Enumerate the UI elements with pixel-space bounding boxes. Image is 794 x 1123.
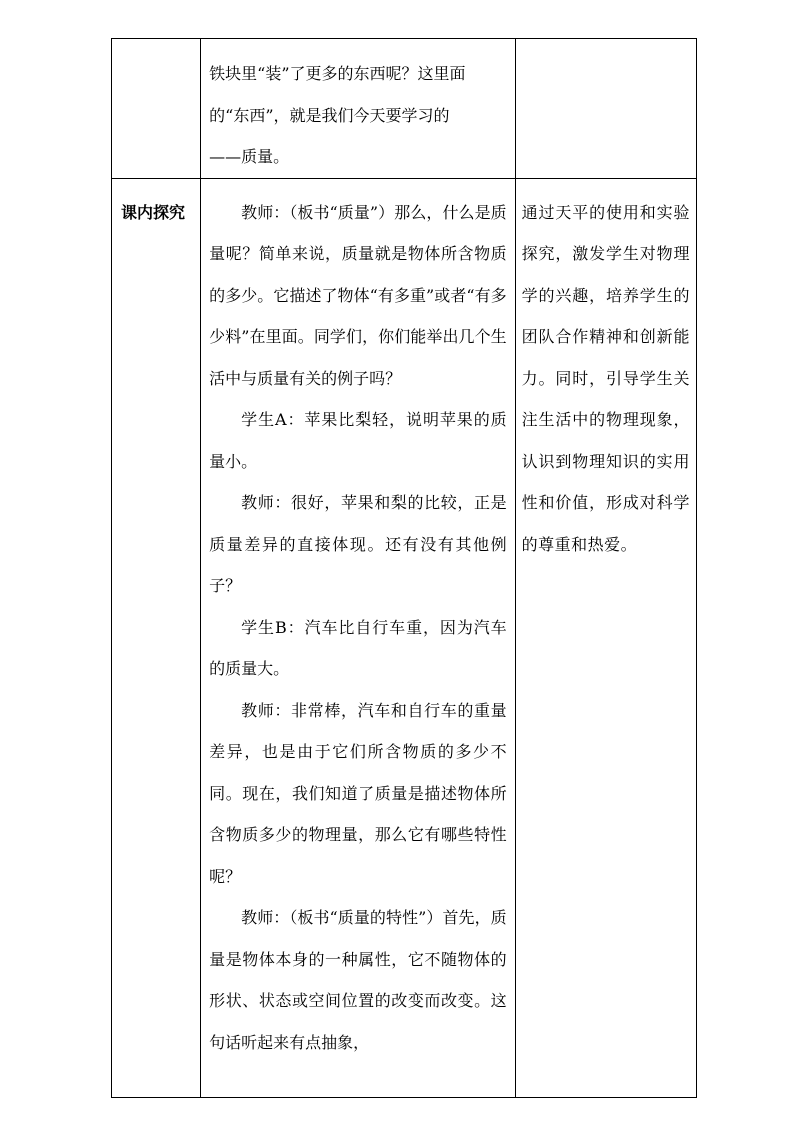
label-cell	[112, 178, 201, 1097]
content-text	[201, 39, 515, 178]
label-cell	[112, 39, 201, 179]
content-line: ——质量。	[209, 147, 290, 166]
table-row	[112, 39, 697, 179]
content-line: 铁块里“装”了更多的东西呢？这里面	[209, 64, 466, 83]
content-cell	[201, 39, 516, 179]
content-line: 的“东西”，就是我们今天要学习的	[209, 105, 450, 125]
goal-text: 通过天平的使用和实验探究，激发学生对物理学的兴趣，培养学生的团队合作精神和创新能力。同时，引导学生关注生活中的物理现象，认识到物理知识的实用性和价值，形成对科学的尊重和热爱。	[521, 202, 690, 554]
goal-text	[516, 39, 696, 53]
lesson-plan-table	[111, 38, 697, 1098]
dialogue-paragraph: 教师：非常棒，汽车和自行车的重量差异，也是由于它们所含物质的多少不同。现在，我们知道了质量是描述物体所含物质多少的物理量，那么它有哪些特性呢？	[209, 700, 507, 886]
section-label	[112, 39, 200, 53]
goal-cell	[515, 178, 696, 1097]
table-row	[112, 178, 697, 1097]
content-cell	[201, 178, 516, 1097]
dialogue-paragraph: 教师：（板书“质量”）那么，什么是质量呢？简单来说，质量就是物体所含物质的多少。它描述了物体“有多重”或者“有多少料”在里面。同学们，你们能举出几个生活中与质量有关的例子吗？	[209, 202, 507, 388]
dialogue-paragraph: 学生A：苹果比梨轻，说明苹果的质量小。	[209, 410, 507, 471]
section-label: 课内探究	[121, 202, 186, 222]
goal-cell	[515, 39, 696, 179]
content-text	[201, 179, 515, 1064]
dialogue-paragraph: 教师：很好，苹果和梨的比较，正是质量差异的直接体现。还有没有其他例子？	[209, 493, 507, 595]
dialogue-paragraph: 教师：（板书“质量的特性”）首先，质量是物体本身的一种属性，它不随物体的形状、状态或空间位置的改变而改变。这句话听起来有点抽象，	[209, 908, 507, 1052]
dialogue-paragraph: 学生B：汽车比自行车重，因为汽车的质量大。	[209, 617, 507, 678]
